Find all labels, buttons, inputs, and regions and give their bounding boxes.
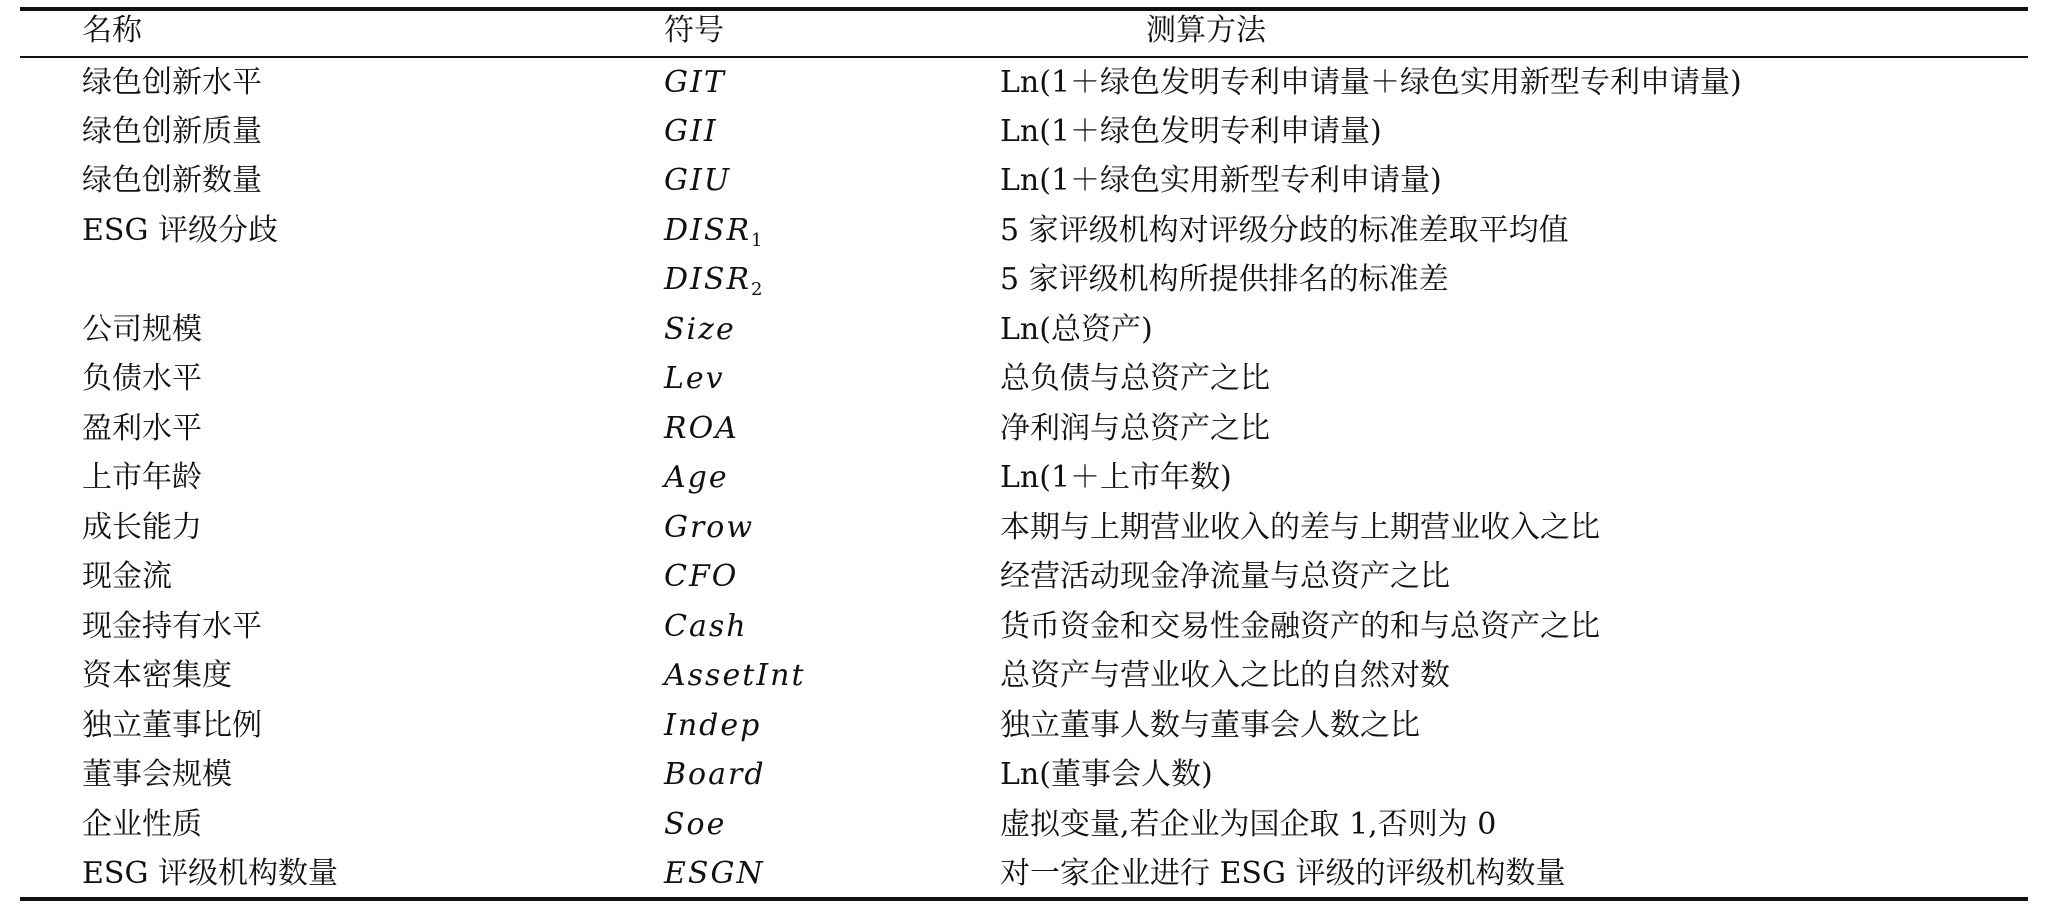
row-symbol: Age xyxy=(664,460,729,495)
row-method: 5 家评级机构对评级分歧的标准差取平均值 xyxy=(1000,213,1569,248)
row-symbol: CFO xyxy=(664,559,739,594)
row-name: 盈利水平 xyxy=(82,411,202,446)
row-symbol: Lev xyxy=(664,361,725,396)
row-symbol: Size xyxy=(664,312,736,347)
row-method: 对一家企业进行 ESG 评级的评级机构数量 xyxy=(1000,856,1566,891)
row-method: Ln(1＋上市年数) xyxy=(1000,460,1232,495)
row-method: 净利润与总资产之比 xyxy=(1000,411,1270,446)
row-name: 绿色创新质量 xyxy=(82,114,262,149)
row-symbol: Cash xyxy=(664,609,748,644)
row-symbol: Indep xyxy=(664,708,762,743)
table-bottom-rule xyxy=(20,897,2028,901)
row-symbol: ROA xyxy=(664,411,739,446)
row-name: 现金持有水平 xyxy=(82,609,262,644)
row-method: 总负债与总资产之比 xyxy=(1000,361,1270,396)
row-name: 董事会规模 xyxy=(82,757,232,792)
row-symbol: $DISR_1$ xyxy=(664,213,765,251)
row-symbol: GII xyxy=(664,114,718,149)
row-symbol: AssetInt xyxy=(664,658,806,693)
row-name: 资本密集度 xyxy=(82,658,232,693)
row-name: 绿色创新水平 xyxy=(82,65,262,100)
row-name: 现金流 xyxy=(82,559,172,594)
row-method: Ln(1＋绿色实用新型专利申请量) xyxy=(1000,163,1442,198)
row-symbol: Grow xyxy=(664,510,755,545)
row-method: 5 家评级机构所提供排名的标准差 xyxy=(1000,262,1449,297)
table-header-rule xyxy=(20,56,2028,58)
row-name: 绿色创新数量 xyxy=(82,163,262,198)
row-method: 独立董事人数与董事会人数之比 xyxy=(1000,708,1420,743)
row-symbol: GIU xyxy=(664,163,732,198)
row-method: Ln(总资产) xyxy=(1000,312,1153,347)
row-method: 虚拟变量,若企业为国企取 1,否则为 0 xyxy=(1000,807,1497,842)
row-name: 独立董事比例 xyxy=(82,708,262,743)
row-symbol: Board xyxy=(664,757,766,792)
table-top-rule xyxy=(20,7,2028,11)
row-symbol: $DISR_2$ xyxy=(664,262,765,300)
row-method: Ln(董事会人数) xyxy=(1000,757,1213,792)
row-method: 货币资金和交易性金融资产的和与总资产之比 xyxy=(1000,609,1600,644)
row-name: 企业性质 xyxy=(82,807,202,842)
row-name: 上市年龄 xyxy=(82,460,202,495)
row-method: Ln(1＋绿色发明专利申请量) xyxy=(1000,114,1382,149)
header-method: 测算方法 xyxy=(1146,13,1266,48)
row-method: Ln(1＋绿色发明专利申请量＋绿色实用新型专利申请量) xyxy=(1000,65,1742,100)
row-name: 公司规模 xyxy=(82,312,202,347)
header-name: 名称 xyxy=(82,13,142,48)
header-symbol: 符号 xyxy=(664,13,724,48)
row-symbol: ESGN xyxy=(664,856,765,891)
row-name: 成长能力 xyxy=(82,510,202,545)
row-method: 本期与上期营业收入的差与上期营业收入之比 xyxy=(1000,510,1600,545)
row-symbol: Soe xyxy=(664,807,727,842)
row-method: 经营活动现金净流量与总资产之比 xyxy=(1000,559,1450,594)
row-name: 负债水平 xyxy=(82,361,202,396)
row-method: 总资产与营业收入之比的自然对数 xyxy=(1000,658,1450,693)
row-symbol: GIT xyxy=(664,65,726,100)
row-name: ESG 评级分歧 xyxy=(82,213,278,248)
row-name: ESG 评级机构数量 xyxy=(82,856,338,891)
